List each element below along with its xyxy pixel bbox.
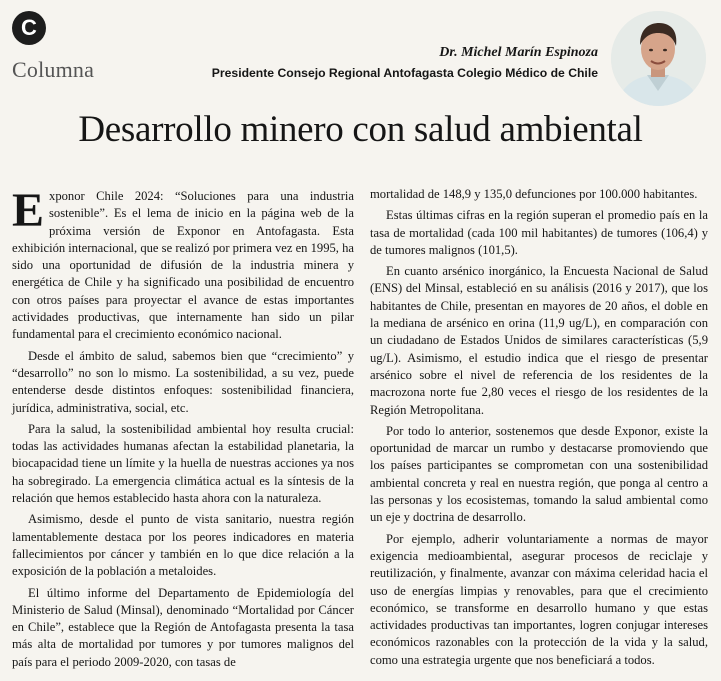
paragraph: Exponor Chile 2024: “Soluciones para una industria sostenible”. Es el lema de inicio en la página web de la próxima versión de Exponor en Antofagasta. Esta exhibición internacional, que se realizó por primera vez en 1995, ha sido una oportunidad de difusión de la industria minera y energética de Chile y ha significado una posibilidad de encuentro con otros países para proyectar el avance de estas importantes actividades productivas, que internamente han sido un pilar fundamental para el crecimiento económico nacional. bbox=[12, 184, 354, 342]
article-column-right bbox=[370, 186, 708, 673]
section-badge: C bbox=[12, 11, 46, 45]
paragraph: Por todo lo anterior, sostenemos que desde Exponor, existe la oportunidad de marcar un rumbo y destacarse promoviendo que los países participantes se comprometan con una sostenibilidad ambiental concreta y real en nuestra región, que ponga al centro a las personas y los ecosistemas, tomando la salud ambiental como un eje y doctrina de desarrollo. bbox=[370, 423, 708, 525]
paragraph: El último informe del Departamento de Epidemiología del Ministerio de Salud (Minsal), denominado “Mortalidad por Cáncer en Chile”, establece que la Región de Antofagasta presenta la tasa más alta de mortalidad por tumores y por tumores malignos del país para el periodo 2009-2020, con tasas de bbox=[12, 585, 354, 669]
paragraph: mortalidad de 148,9 y 135,0 defunciones por 100.000 habitantes. bbox=[370, 187, 698, 201]
author-role: Presidente Consejo Regional Antofagasta Colegio Médico de Chile bbox=[211, 66, 598, 80]
paragraph: En cuanto arsénico inorgánico, la Encuesta Nacional de Salud (ENS) del Minsal, estableció en su análisis (2016 y 2017), que los habitantes de Chile, presentan en mayores de 20 años, el doble en la mediana de arsénico en orina (11,9 ug/L), en comparación con un ciudadano de Estados Unidos de similares características (5,9 ug/L). Asimismo, el estudio indica que el riesgo de presentar arsénico sobre el nivel de referencia de los residentes de la macrozona norte fue 2,80 veces el riesgo de los residentes de la Región Metropolitana. bbox=[370, 264, 708, 417]
paragraph: Desde el ámbito de salud, sabemos bien que “crecimiento” y “desarrollo” no son lo mismo. La sostenibilidad, a su vez, puede entenderse desde distintos enfoques: sostenibilidad financiera, jurídica, administrativa, social, etc. bbox=[12, 348, 354, 415]
section-label: Columna bbox=[12, 57, 95, 82]
paragraph: Por ejemplo, adherir voluntariamente a normas de mayor exigencia medioambiental, asegurar procesos de reciclaje y reutilización, y finalmente, avanzar con máxima celeridad hacia el uso de energías limpias y renovables, para que el crecimiento económico, se transforme en desarrollo humano y que estas actividades productivas tan importantes, logren conjugar intereses económicos razonables con la protección de la vida y la salud, como una estrategia urgente que nos beneficiará a todos. bbox=[370, 531, 708, 667]
author-name: Dr. Michel Marín Espinoza bbox=[439, 45, 598, 60]
article-headline: Desarrollo minero con salud ambiental bbox=[78, 109, 643, 150]
paragraph: Para la salud, la sostenibilidad ambiental hoy resulta crucial: todas las actividades humanas afectan la estabilidad planetaria, la biocapacidad tiene un límite y la huella de nuestras acciones ya nos ha sobregirado. La emergencia climática actual es la síntesis de la relación que hemos establecido hasta ahora con la naturaleza. bbox=[12, 421, 354, 506]
author-photo bbox=[611, 11, 706, 106]
article-column-left bbox=[12, 184, 354, 675]
paragraph: Estas últimas cifras en la región superan el promedio país en la tasa de mortalidad (cada 100 mil habitantes) de tumores (106,4) y de tumores malignos (101,5). bbox=[370, 208, 708, 257]
drop-cap: E bbox=[12, 184, 45, 237]
paragraph: Asimismo, desde el punto de vista sanitario, nuestra región lamentablemente destaca por los peores indicadores en materia fallecimientos por cáncer y también en lo que dice relación a la exposición de la población a metaloides. bbox=[12, 512, 354, 579]
